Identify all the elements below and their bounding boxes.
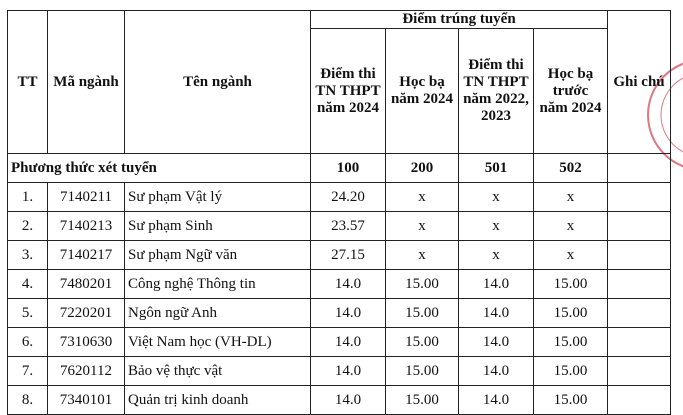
major-name: Sư phạm Sinh [125,212,311,241]
method-row [8,154,671,183]
score-cell: x [386,183,459,212]
note-cell [608,328,671,357]
header-note: Ghi chú [608,11,671,154]
major-name: Quản trị kinh doanh [125,386,311,415]
major-name: Bảo vệ thực vật [125,357,311,386]
score-cell: x [534,212,608,241]
score-cell: 14.0 [311,299,386,328]
major-name: Công nghệ Thông tin [125,270,311,299]
score-cell: 27.15 [311,241,386,270]
table-row [8,183,671,212]
table-row [8,212,671,241]
major-name: Việt Nam học (VH-DL) [125,328,311,357]
note-cell [608,386,671,415]
major-code: 7140211 [48,183,125,212]
note-cell [608,154,671,183]
header-c2: Học bạ năm 2024 [386,29,459,154]
table-row [8,386,671,415]
table-row [8,357,671,386]
score-cell: 14.0 [459,299,534,328]
score-cell: 15.00 [386,299,459,328]
note-cell [608,270,671,299]
major-code: 7140217 [48,241,125,270]
score-cell: x [459,241,534,270]
major-code: 7310630 [48,328,125,357]
score-cell: 15.00 [386,270,459,299]
row-number: 3. [8,241,48,270]
table-row [8,299,671,328]
score-cell: x [459,183,534,212]
score-cell: x [386,241,459,270]
header-tt: TT [8,11,48,154]
score-cell: 14.0 [311,328,386,357]
row-number: 7. [8,357,48,386]
score-cell: 14.0 [311,270,386,299]
score-cell: 14.0 [459,386,534,415]
major-code: 7220201 [48,299,125,328]
method-code: 501 [459,154,534,183]
score-cell: 15.00 [534,386,608,415]
row-number: 4. [8,270,48,299]
row-number: 5. [8,299,48,328]
note-cell [608,299,671,328]
score-cell: 14.0 [311,386,386,415]
score-cell: 15.00 [386,386,459,415]
method-code: 502 [534,154,608,183]
score-cell: x [534,183,608,212]
major-code: 7140213 [48,212,125,241]
row-number: 1. [8,183,48,212]
note-cell [608,183,671,212]
major-name: Sư phạm Vật lý [125,183,311,212]
score-cell: x [534,241,608,270]
admission-scores-table [7,10,671,415]
note-cell [608,241,671,270]
score-cell: 15.00 [534,299,608,328]
method-label: Phương thức xét tuyển [8,154,311,183]
score-cell: 24.20 [311,183,386,212]
score-cell: 15.00 [386,357,459,386]
row-number: 2. [8,212,48,241]
score-cell: 14.0 [311,357,386,386]
score-cell: 15.00 [534,270,608,299]
header-c1: Điểm thi TN THPT năm 2024 [311,29,386,154]
major-code: 7480201 [48,270,125,299]
header-code: Mã ngành [48,11,125,154]
table-row [8,270,671,299]
major-name: Sư phạm Ngữ văn [125,241,311,270]
table-row [8,328,671,357]
header-group: Điểm trúng tuyển [311,11,608,29]
score-cell: 14.0 [459,270,534,299]
row-number: 8. [8,386,48,415]
row-number: 6. [8,328,48,357]
score-cell: 23.57 [311,212,386,241]
score-cell: x [386,212,459,241]
method-code: 200 [386,154,459,183]
score-cell: 14.0 [459,328,534,357]
score-cell: x [459,212,534,241]
major-code: 7620112 [48,357,125,386]
header-c4: Học bạ trước năm 2024 [534,29,608,154]
header-c3: Điểm thi TN THPT năm 2022, 2023 [459,29,534,154]
score-cell: 15.00 [534,357,608,386]
table-row [8,241,671,270]
method-code: 100 [311,154,386,183]
score-cell: 14.0 [459,357,534,386]
note-cell [608,357,671,386]
note-cell [608,212,671,241]
score-cell: 15.00 [534,328,608,357]
major-code: 7340101 [48,386,125,415]
major-name: Ngôn ngữ Anh [125,299,311,328]
header-name: Tên ngành [125,11,311,154]
score-cell: 15.00 [386,328,459,357]
